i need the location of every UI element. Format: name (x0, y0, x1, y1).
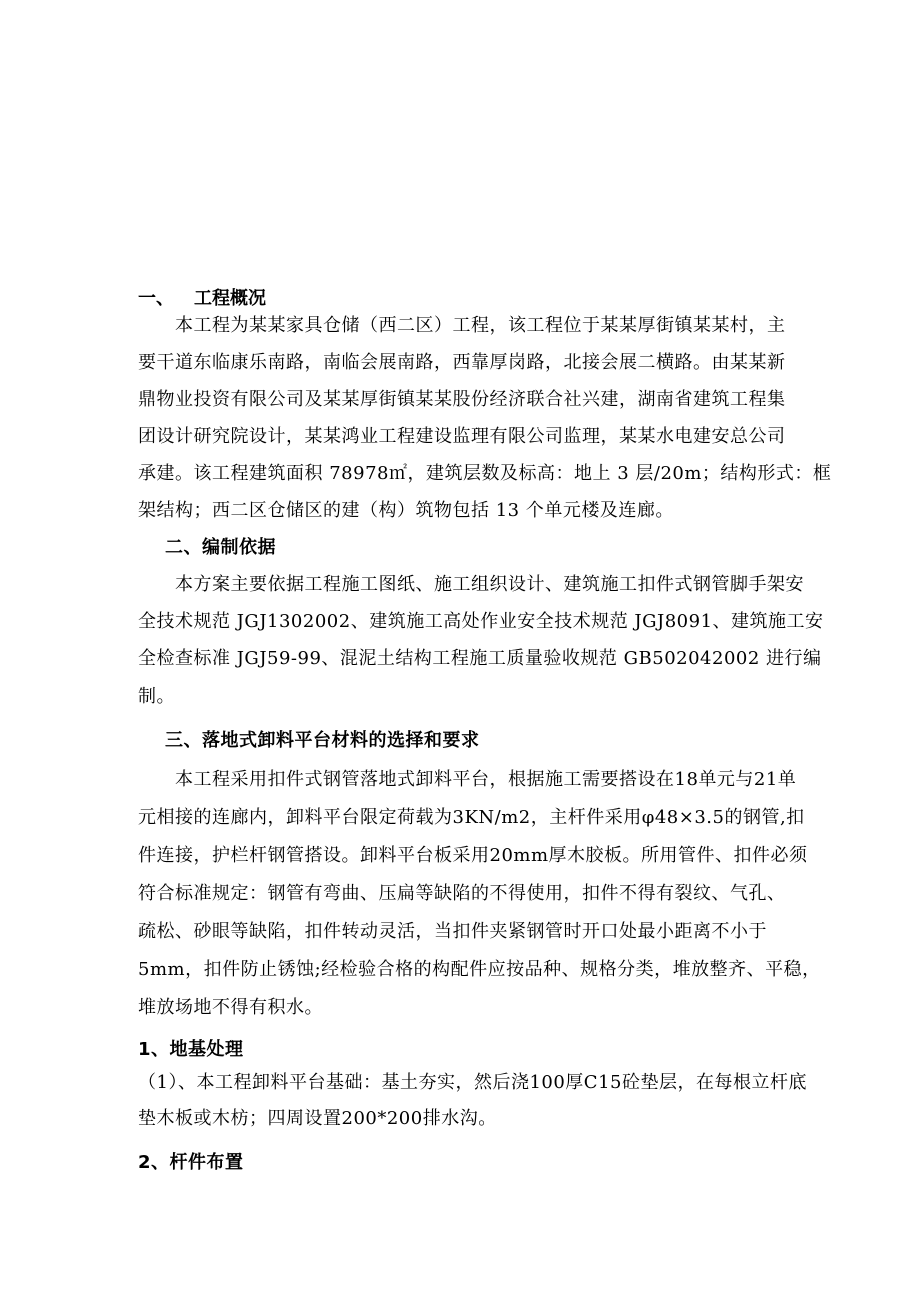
paragraph-line: 元相接的连廊内，卸料平台限定荷载为3KN/m2，主杆件采用φ48×3.5的钢管,扣 (138, 807, 805, 828)
paragraph-line: 团设计研究院设计，某某鸿业工程建设监理有限公司监理，某某水电建安总公司 (138, 426, 786, 447)
paragraph-line: 制。 (138, 686, 175, 707)
paragraph-line: 件连接，护栏杆钢管搭设。卸料平台板采用20mm厚木胶板。所用管件、扣件必须 (138, 845, 808, 866)
section-1-title: 工程概况 (194, 288, 266, 309)
paragraph-line: 全技术规范 JGJ1302002、建筑施工高处作业安全技术规范 JGJ8091、建筑施工安 (138, 611, 824, 632)
section-2-title: 二、编制依据 (165, 537, 276, 558)
paragraph-line: 疏松、砂眼等缺陷，扣件转动灵活，当扣件夹紧钢管时开口处最小距离不小于 (138, 921, 767, 942)
paragraph-line: 要干道东临康乐南路，南临会展南路，西靠厚岗路，北接会展二横路。由某某新 (138, 352, 786, 373)
paragraph-line: 鼎物业投资有限公司及某某厚街镇某某股份经济联合社兴建，湖南省建筑工程集 (138, 389, 786, 410)
section-1-number: 一、 (138, 288, 174, 309)
paragraph-line: 本工程为某某家具仓储（西二区）工程，该工程位于某某厚街镇某某村，主 (175, 315, 786, 336)
paragraph-line: 本方案主要依据工程施工图纸、施工组织设计、建筑施工扣件式钢管脚手架安 (175, 574, 804, 595)
section-3-title: 三、落地式卸料平台材料的选择和要求 (165, 730, 480, 751)
paragraph-line: （1）、本工程卸料平台基础：基土夯实，然后浇100厚C15砼垫层，在每根立杆底 (138, 1072, 807, 1093)
paragraph-line: 承建。该工程建筑面积 78978㎡，建筑层数及标高：地上 3 层/20m；结构形式：框 (138, 463, 832, 484)
paragraph-line: 全检查标准 JGJ59-99、混泥土结构工程施工质量验收规范 GB502042002 进行编 (138, 648, 822, 669)
paragraph-line: 堆放场地不得有积水。 (138, 997, 323, 1018)
paragraph-line: 架结构；西二区仓储区的建（构）筑物包括 13 个单元楼及连廊。 (138, 500, 674, 521)
paragraph-line: 本工程采用扣件式钢管落地式卸料平台，根据施工需要搭设在18单元与21单 (175, 769, 797, 790)
paragraph-line: 符合标准规定：钢管有弯曲、压扁等缺陷的不得使用，扣件不得有裂纹、气孔、 (138, 883, 786, 904)
paragraph-line: 5mm，扣件防止锈蚀;经检验合格的构配件应按品种、规格分类，堆放整齐、平稳， (138, 959, 821, 980)
paragraph-line: 垫木板或木枋；四周设置200*200排水沟。 (138, 1108, 497, 1129)
subsection-2-title: 2、杆件布置 (138, 1152, 244, 1173)
subsection-1-title: 1、地基处理 (138, 1039, 244, 1060)
